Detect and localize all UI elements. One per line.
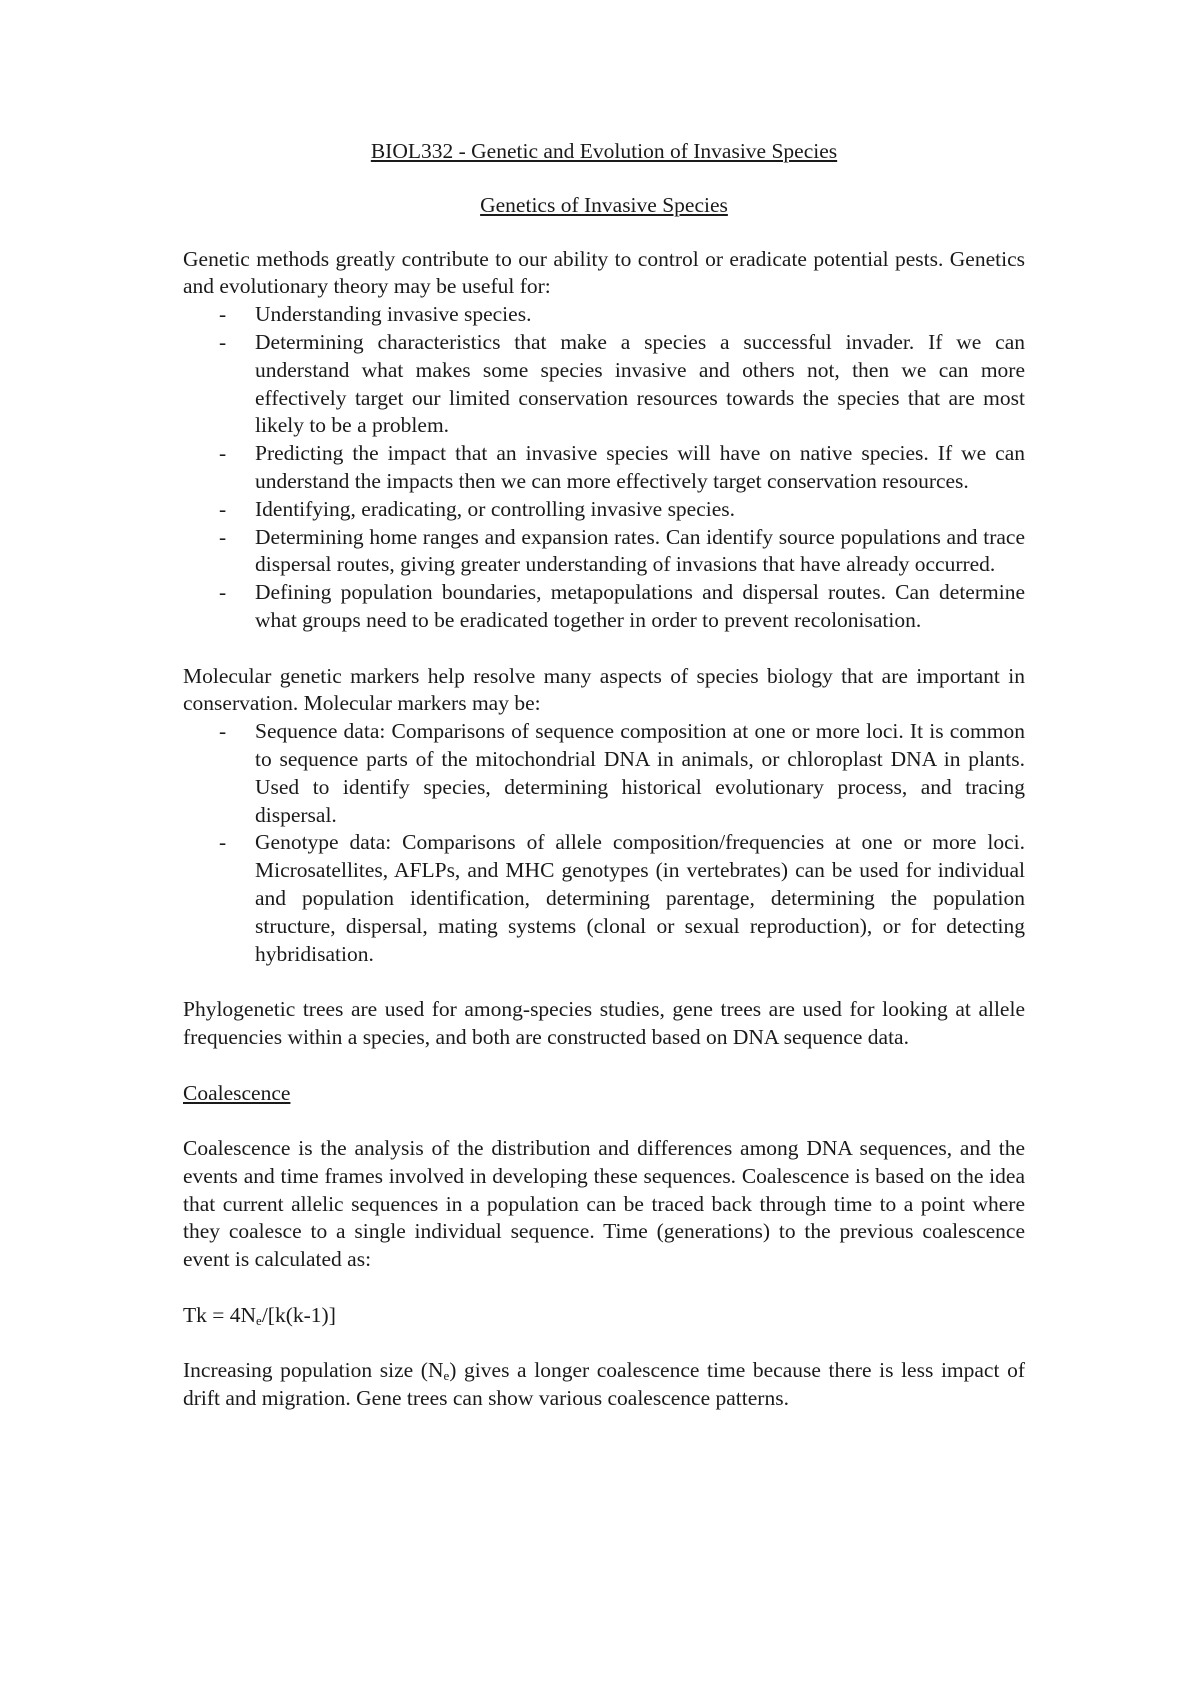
dash-bullet: - xyxy=(219,496,227,521)
intro-paragraph: Genetic methods greatly contribute to our ability to control or eradicate potential pests. Genetics and evolutionary theory may be useful for: xyxy=(183,246,1025,299)
dash-bullet: - xyxy=(219,830,227,855)
list-item: - Determining home ranges and expansion rates. Can identify source populations and trace dispersal routes, giving greater understanding of invasions that have already occurred. xyxy=(219,524,1025,577)
document-title: BIOL332 - Genetic and Evolution of Invasive Species xyxy=(370,139,838,163)
dash-bullet: - xyxy=(219,524,227,549)
population-size-paragraph: Increasing population size $(N_e)$ gives a longer coalescence time because there is less impact of drift and migration. Gene trees can show various coalescence patterns. xyxy=(183,1358,1025,1411)
dash-bullet: - xyxy=(219,441,227,466)
dash-bullet: - xyxy=(219,580,227,605)
dash-bullet: - xyxy=(219,719,227,744)
coalescence-heading: Coalescence xyxy=(183,1080,291,1105)
dash-bullet: - xyxy=(219,302,227,327)
markers-list xyxy=(183,718,1025,968)
section-title: Genetics of Invasive Species xyxy=(480,192,728,217)
list-item: - Defining population boundaries, metapopulations and dispersal routes. Can determine what groups need to be eradicated together in order to prevent recolonisation. xyxy=(219,580,1025,632)
dash-bullet: - xyxy=(219,329,227,354)
list-item: - Predicting the impact that an invasive species will have on native species. If we can understand the impacts then we can more effectively target conservation resources. xyxy=(219,441,1025,493)
markers-intro-paragraph: Molecular genetic markers help resolve many aspects of species biology that are important in conservation. Molecular markers may be: xyxy=(183,663,1025,716)
list-item: - Determining characteristics that make a species a successful invader. If we can understand what makes some species invasive and others not, then we can more effectively target our limited conservation resources towards the species that are most likely to be a problem. xyxy=(219,329,1025,438)
trees-paragraph: Phylogenetic trees are used for among-species studies, gene trees are used for looking at allele frequencies within a species, and both are constructed based on DNA sequence data. xyxy=(183,997,1025,1049)
coalescence-formula: $Tk = 4N_e/[k(k-1)]$ xyxy=(183,1302,336,1328)
coalescence-paragraph: Coalescence is the analysis of the distribution and differences among DNA sequences, and the events and time frames involved in developing these sequences. Coalescence is based on the idea that current allelic sequences in a population can be traced back through time to a point where they coalesce to a single individual sequence. Time (generations) to the previous coalescence event is calculated as: xyxy=(183,1136,1025,1272)
list-item: - Understanding invasive species. xyxy=(255,301,1025,329)
uses-list xyxy=(183,301,1025,635)
list-item: - Sequence data: Comparisons of sequence composition at one or more loci. It is common to sequence parts of the mitochondrial DNA in animals, or chloroplast DNA in plants. Used to identify species, determining historical evolutionary process, and tracing dispersal. xyxy=(219,719,1025,827)
document-page xyxy=(183,138,1025,1413)
list-item: - Identifying, eradicating, or controlling invasive species. xyxy=(255,496,1025,524)
list-item: - Genotype data: Comparisons of allele composition/frequencies at one or more loci. Microsatellites, AFLPs, and MHC genotypes (in vertebrates) can be used for individual and population identification, determining parentage, determining the population structure, dispersal, mating systems (clonal or sexual reproduction), or for detecting hybridisation. xyxy=(219,830,1025,966)
